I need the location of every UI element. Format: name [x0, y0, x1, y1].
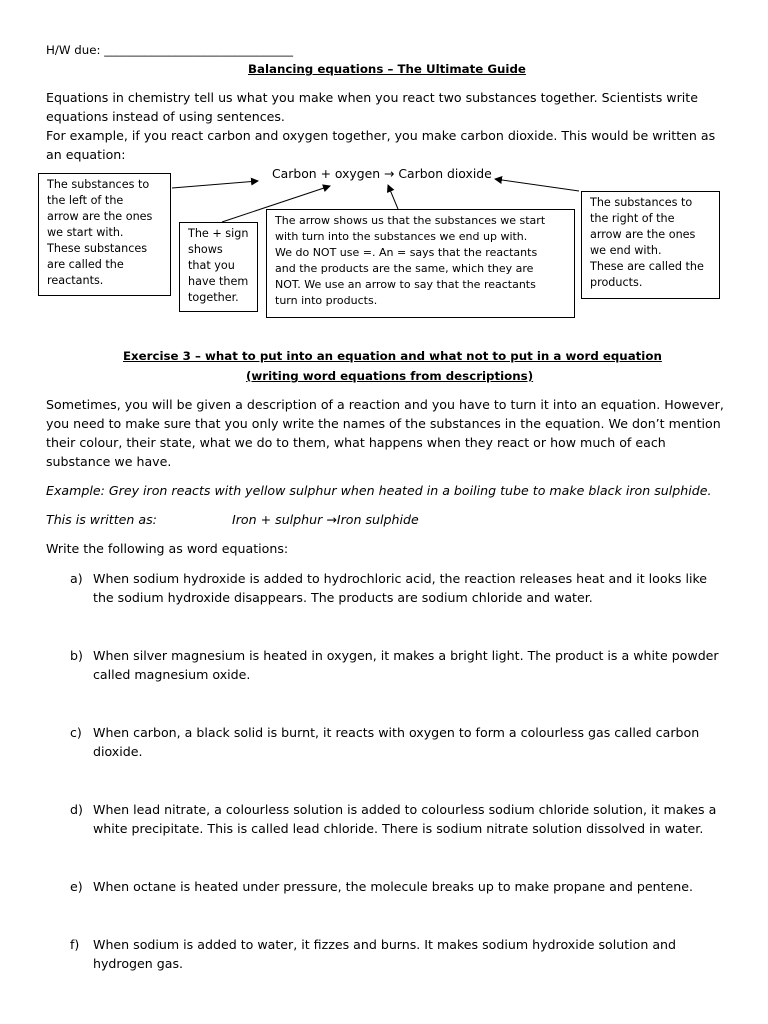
products-line: products.	[590, 276, 643, 289]
reactants-line: are called the	[47, 258, 124, 271]
example-arrow-icon: →	[326, 512, 337, 527]
question-text: When carbon, a black solid is burnt, it reacts with oxygen to form a colourless gas called carbon	[93, 725, 700, 740]
arrow-line: The arrow shows us that the substances we start	[275, 214, 546, 227]
products-line: arrow are the ones	[590, 228, 696, 241]
products-line: The substances to	[590, 196, 693, 209]
intro-line-3: For example, if you react carbon and oxygen together, you make carbon dioxide. This would be written as	[46, 128, 716, 143]
example-right: Iron sulphide	[336, 512, 419, 527]
question-text: When sodium hydroxide is added to hydrochloric acid, the reaction releases heat and it looks like	[93, 571, 708, 586]
page-title: Balancing equations – The Ultimate Guide	[248, 62, 526, 76]
question-text: white precipitate. This is called lead chloride. There is sodium nitrate solution dissolved in water.	[93, 821, 704, 836]
example-sentence: Example: Grey iron reacts with yellow sulphur when heated in a boiling tube to make black iron sulphide.	[46, 483, 712, 498]
question-label: f)	[70, 937, 80, 952]
question-text: When silver magnesium is heated in oxygen, it makes a bright light. The product is a white powder	[93, 648, 719, 663]
question-label: a)	[70, 571, 83, 586]
products-line: we end with.	[590, 244, 662, 257]
question-label: b)	[70, 648, 83, 663]
arrow-line: turn into products.	[275, 294, 378, 307]
hw-due-label: H/W due:	[46, 43, 105, 57]
exercise-para-line: Sometimes, you will be given a description of a reaction and you have to turn it into an equation. However,	[46, 397, 724, 412]
exercise-para-line: their colour, their state, what we do to them, what happens when they react or how much of each	[46, 435, 666, 450]
question-text: When lead nitrate, a colourless solution is added to colourless sodium chloride solution, it makes a	[93, 802, 717, 817]
intro-line-4: an equation:	[46, 147, 126, 162]
products-box	[581, 191, 720, 299]
question-label: e)	[70, 879, 83, 894]
reactants-line: reactants.	[47, 274, 104, 287]
question-text: called magnesium oxide.	[93, 667, 251, 682]
question-text: the sodium hydroxide disappears. The products are sodium chloride and water.	[93, 590, 593, 605]
reactants-pointer-arrow	[172, 181, 258, 188]
exercise-subtitle: (writing word equations from descriptions)	[246, 369, 534, 383]
exercise-para-line: substance we have.	[46, 454, 172, 469]
arrow-line: NOT. We use an arrow to say that the reactants	[275, 278, 536, 291]
equation-left: Carbon + oxygen	[272, 166, 381, 181]
plus-sign-box	[179, 222, 258, 312]
reactants-line: The substances to	[47, 178, 150, 191]
exercise-title: Exercise 3 – what to put into an equation and what not to put in a word equation	[123, 349, 662, 363]
plus-line: shows	[188, 243, 223, 256]
products-pointer-arrow	[495, 179, 579, 191]
equation-arrow-icon: →	[384, 166, 395, 181]
arrow-line: We do NOT use =. An = says that the reactants	[275, 246, 538, 259]
instruction: Write the following as word equations:	[46, 541, 289, 556]
equation-right: Carbon dioxide	[398, 166, 492, 181]
question-text: dioxide.	[93, 744, 143, 759]
example-left: Iron + sulphur	[232, 512, 323, 527]
question-label: c)	[70, 725, 82, 740]
question-label: d)	[70, 802, 83, 817]
reactants-box	[38, 173, 171, 296]
plus-line: have them	[188, 275, 249, 288]
exercise-para-line: you need to make sure that you only write the names of the substances in the equation. We don’t mention	[46, 416, 721, 431]
written-as-label: This is written as:	[46, 512, 157, 527]
hw-due-blank: ________________________________	[104, 43, 293, 57]
question-text: hydrogen gas.	[93, 956, 184, 971]
reactants-line: arrow are the ones	[47, 210, 153, 223]
arrow-line: with turn into the substances we end up with.	[275, 230, 528, 243]
plus-line: together.	[188, 291, 239, 304]
products-line: the right of the	[590, 212, 675, 225]
plus-line: that you	[188, 259, 235, 272]
question-text: When sodium is added to water, it fizzes and burns. It makes sodium hydroxide solution and	[93, 937, 677, 952]
plus-line: The + sign	[188, 227, 249, 240]
example-equation	[232, 510, 419, 530]
arrow-pointer-arrow	[388, 185, 398, 209]
intro-line-2: equations instead of using sentences.	[46, 109, 285, 124]
reactants-line: the left of the	[47, 194, 124, 207]
reactants-line: These substances	[47, 242, 148, 255]
question-text: When octane is heated under pressure, the molecule breaks up to make propane and pentene.	[93, 879, 694, 894]
intro-line-1: Equations in chemistry tell us what you make when you react two substances together. Scientists write	[46, 90, 698, 105]
arrow-explanation-box	[266, 209, 575, 318]
arrow-line: and the products are the same, which they are	[275, 262, 534, 275]
products-line: These are called the	[590, 260, 704, 273]
reactants-line: we start with.	[47, 226, 124, 239]
